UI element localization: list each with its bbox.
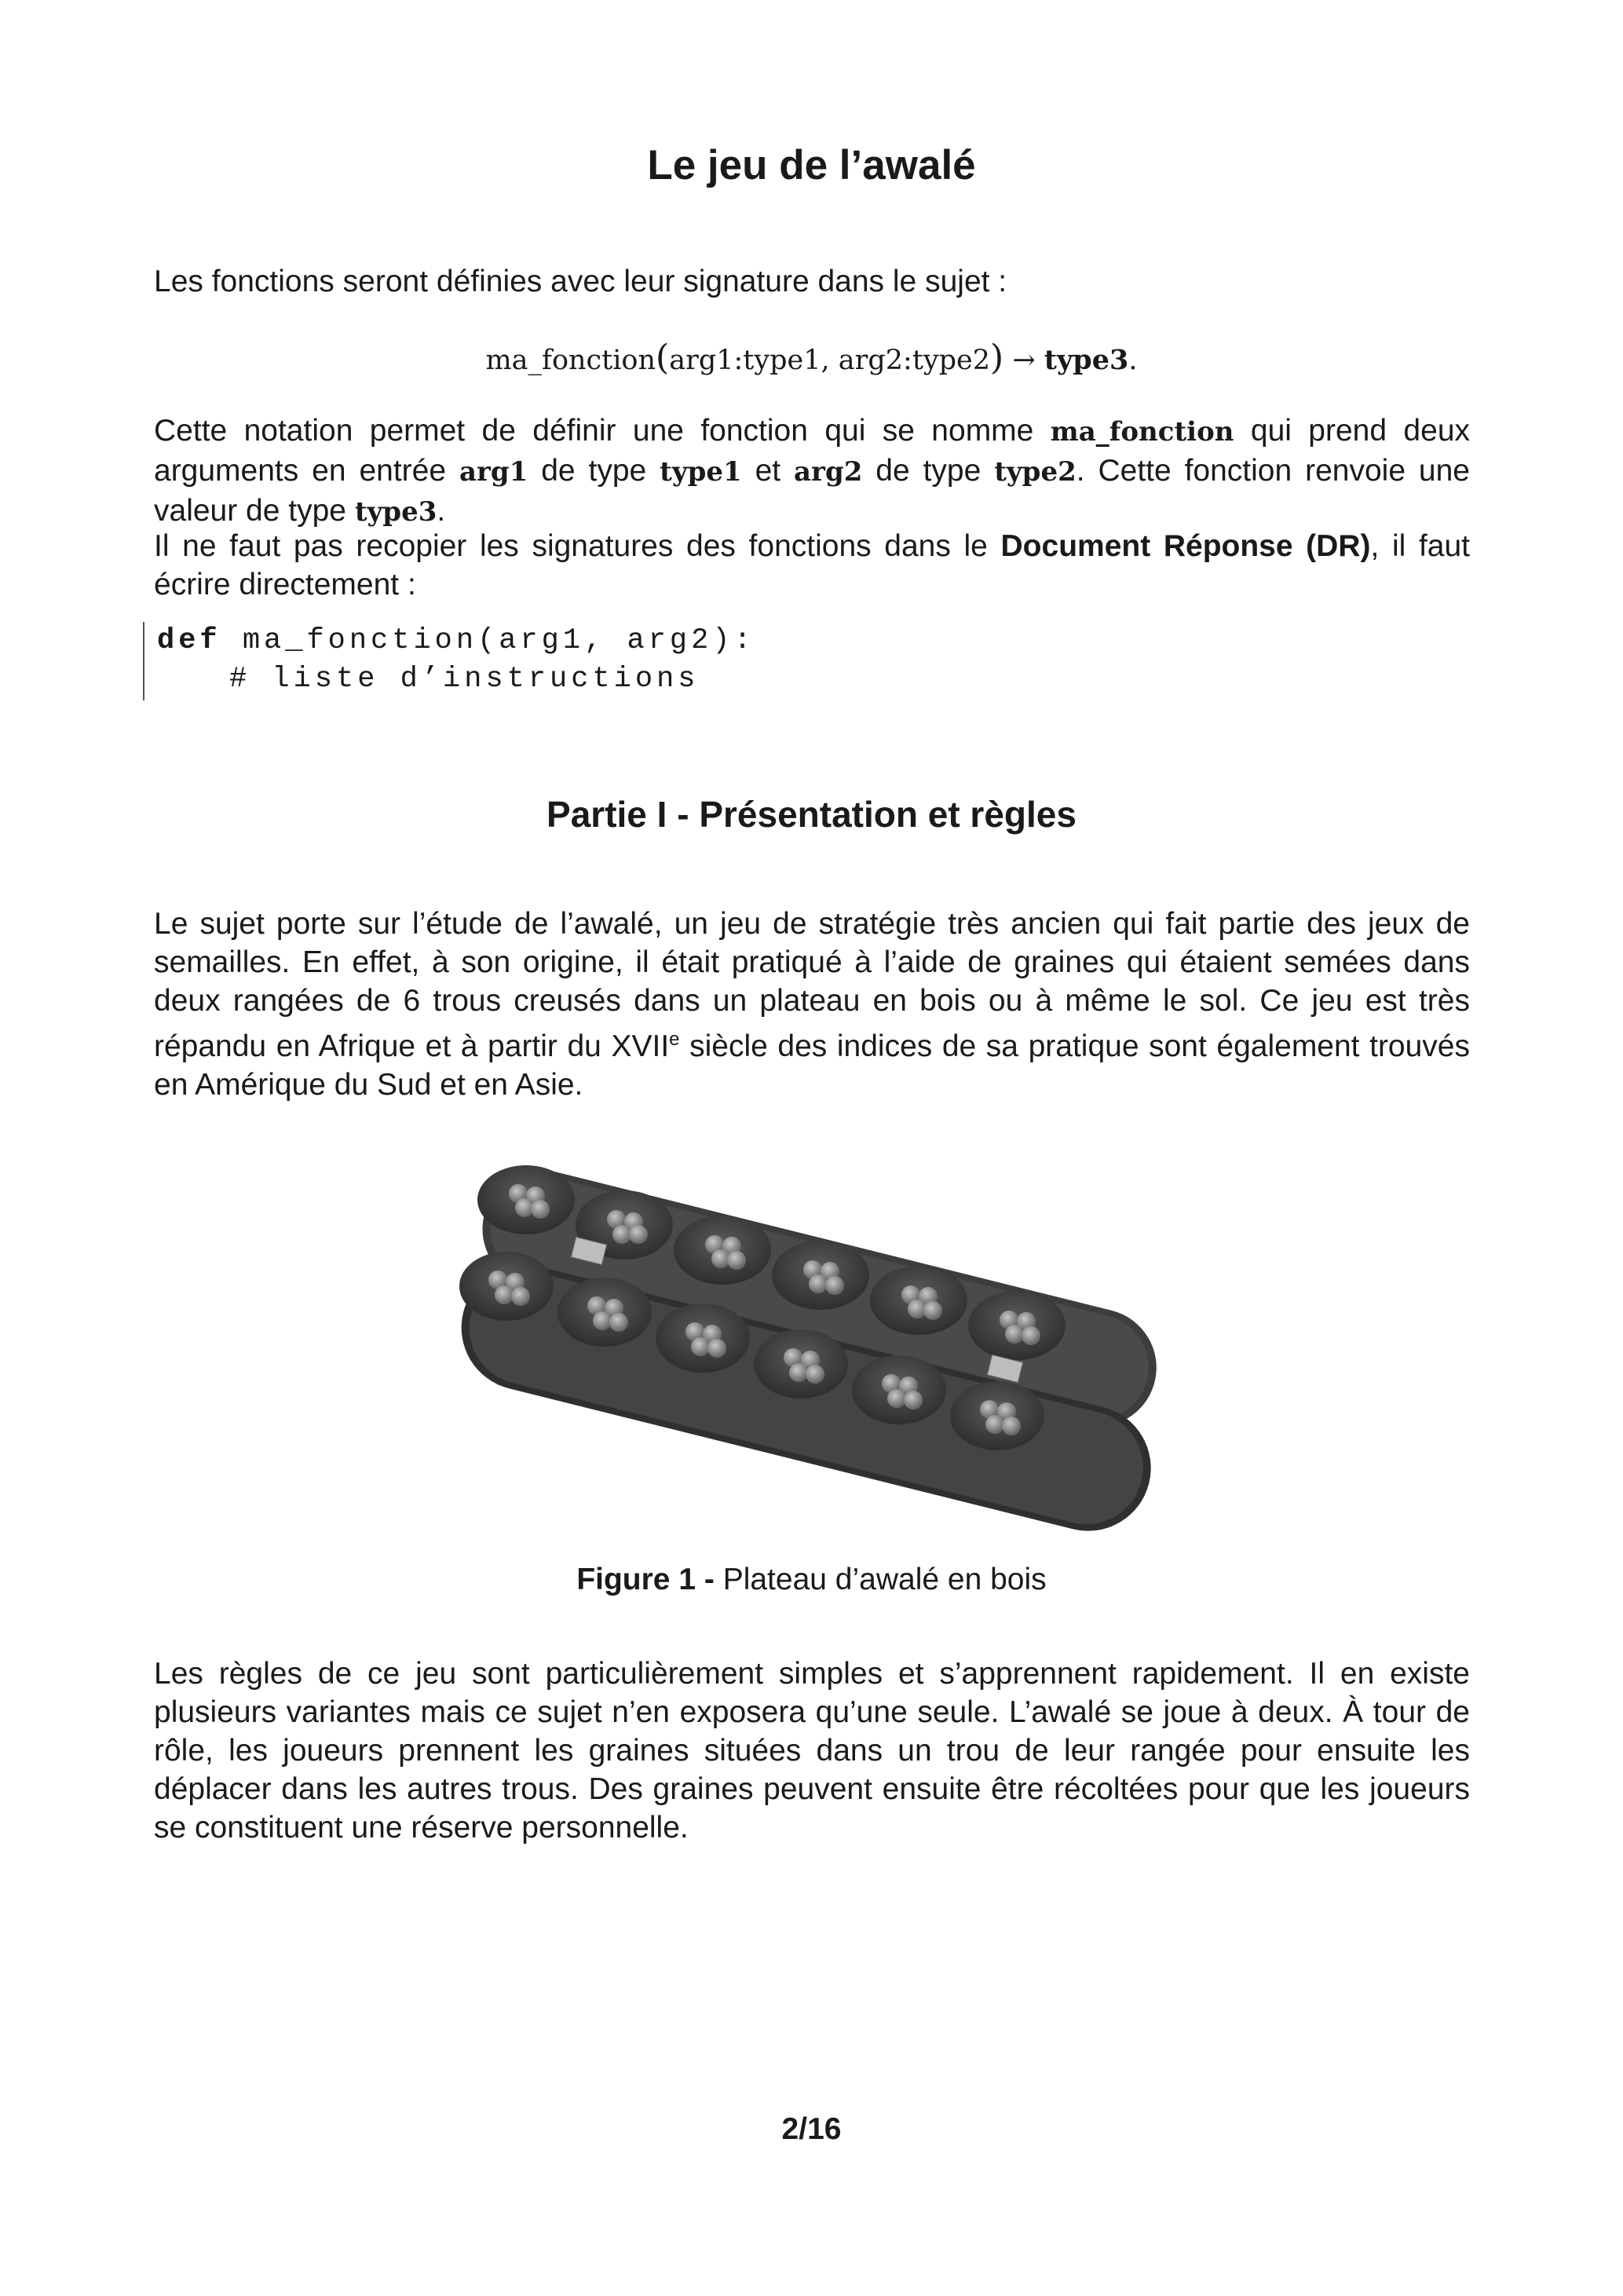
notation-type1: type1 xyxy=(660,456,742,488)
signature-open-paren: ( xyxy=(656,338,670,378)
para1-superscript: e xyxy=(669,1029,680,1050)
rules-paragraph: Les règles de ce jeu sont particulièrement simples et s’apprennent rapidement. Il en existe plusieurs variantes mais ce sujet n’en exposera qu’une seule. L’awalé se joue à deux. À tour de rôle, les joueurs prennent les graines situées dans un trou de leur rangée pour ensuite les déplacer dans les autres trous. Des graines peuvent ensuite être récoltées pour que les joueurs se constituent une réserve personnelle. xyxy=(154,1657,1470,1844)
dr-text-1: Il ne faut pas recopier les signatures des fonctions dans le xyxy=(154,529,1001,563)
notation-text-2: qui prend deux arguments en entrée xyxy=(154,414,1471,488)
page-title: Le jeu de l’awalé xyxy=(647,142,976,188)
notation-text-5: de type xyxy=(862,454,995,488)
dr-text-2: , il faut écrire directement : xyxy=(154,529,1471,601)
figure-caption-text: Plateau d’awalé en bois xyxy=(722,1563,1047,1596)
page-number: 2/16 xyxy=(781,2112,842,2146)
code-line-1 xyxy=(157,622,864,660)
notation-text-4: et xyxy=(741,454,795,488)
notation-function-name: ma_fonction xyxy=(1050,416,1234,448)
code-line-2: # liste d’instructions xyxy=(229,663,700,696)
dr-bold: Document Réponse (DR) xyxy=(1000,529,1371,563)
notation-text-6: . Cette fonction renvoie une valeur de type xyxy=(154,454,1470,528)
intro-paragraph: Les fonctions seront définies avec leur signature dans le sujet : xyxy=(154,265,1007,298)
code-line-1-rest: ma_fonction(arg1, arg2): xyxy=(221,624,755,657)
code-block xyxy=(143,622,864,700)
para1-text-2: siècle des indices de sa pratique sont également trouvés en Amérique du Sud et en Asie. xyxy=(154,1029,1470,1102)
presentation-paragraph xyxy=(154,905,1470,1104)
notation-type2: type2 xyxy=(994,456,1077,488)
code-keyword: def xyxy=(157,624,221,657)
document-reponse-paragraph xyxy=(154,527,1470,604)
section-title: Partie I - Présentation et règles xyxy=(546,794,1077,835)
signature-args: arg1:type1, arg2:type2 xyxy=(669,345,991,376)
figure-caption xyxy=(0,1563,1623,1597)
signature-return-type: type3 xyxy=(1044,344,1129,376)
signature-name: ma_fonction xyxy=(485,345,656,376)
signature-end: . xyxy=(1128,345,1138,376)
notation-paragraph xyxy=(154,411,1470,532)
para1-text-1: Le sujet porte sur l’étude de l’awalé, un jeu de stratégie très ancien qui fait partie des jeux de semailles. En effet, à son origine, il était pratiqué à l’aide de graines qui étaient semées dans deux rangées de 6 trous creusés dans un plateau en bois ou à même le sol. Ce jeu est très répandu en Afrique et à partir du XVII xyxy=(154,907,1470,1063)
notation-text-7: . xyxy=(437,494,446,528)
signature-close-paren: ) xyxy=(990,338,1004,378)
figure-label: Figure 1 - xyxy=(576,1563,723,1596)
awale-board-image xyxy=(448,1153,1186,1541)
signature-arrow: → xyxy=(1003,345,1044,376)
function-signature xyxy=(0,338,1623,378)
notation-text-3: de type xyxy=(528,454,660,488)
notation-arg2: arg2 xyxy=(794,456,863,488)
notation-arg1: arg1 xyxy=(459,456,528,488)
notation-type3: type3 xyxy=(354,496,437,528)
notation-text-1: Cette notation permet de définir une fonction qui se nomme xyxy=(154,414,1051,448)
